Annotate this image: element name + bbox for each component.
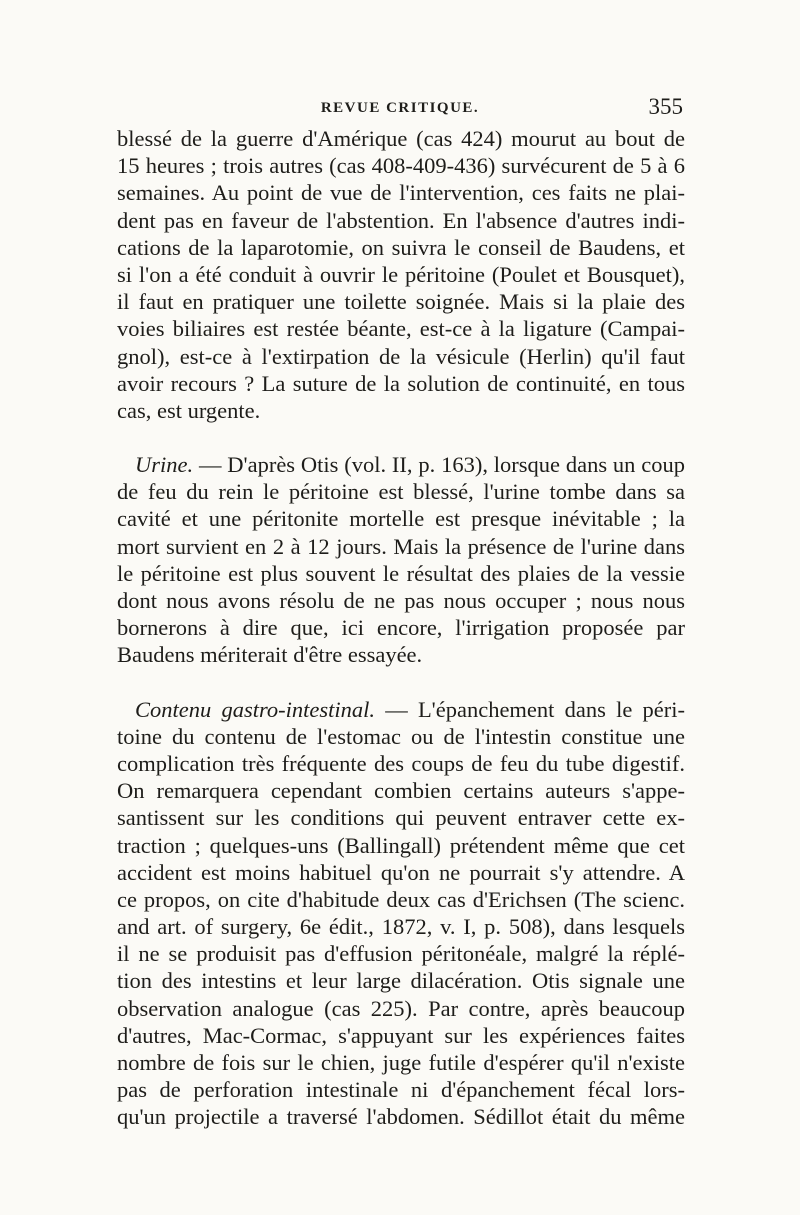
page-number: 355 — [648, 94, 683, 119]
paragraph-biliary — [117, 125, 685, 424]
text-line: On remarquera cependant combien certains auteurs s'appe- — [117, 778, 685, 804]
text-line: accident est moins habituel qu'on ne pourrait s'y attendre. A — [117, 859, 685, 885]
paragraph-gastro-intestinal — [117, 696, 685, 1131]
text-line: il ne se produisit pas d'effusion péritonéale, malgré la réplé- — [117, 941, 685, 967]
text-line: de feu du rein le péritoine est blessé, l'urine tombe dans sa — [117, 479, 685, 505]
text-line: voies biliaires est restée béante, est-ce à la ligature (Campai- — [117, 316, 685, 342]
paragraph-urine — [117, 451, 685, 669]
paragraph-gap — [117, 424, 685, 451]
text-line: il faut en pratiquer une toilette soignée. Mais si la plaie des — [117, 289, 685, 315]
text-line: ce propos, on cite d'habitude deux cas d'Erichsen (The scienc. — [117, 886, 685, 912]
text-line: traction ; quelques-uns (Ballingall) prétendent même que cet — [117, 832, 685, 858]
text-line: dent pas en faveur de l'abstention. En l'absence d'autres indi- — [117, 207, 685, 233]
text-line: cavité et une péritonite mortelle est presque inévitable ; la — [117, 506, 685, 532]
text-line: si l'on a été conduit à ouvrir le péritoine (Poulet et Bousquet), — [117, 261, 685, 287]
text-line: Baudens mériterait d'être essayée. — [117, 642, 423, 668]
text-line: nombre de fois sur le chien, juge futile d'espérer qu'il n'existe — [117, 1050, 685, 1075]
text-line: blessé de la guerre d'Amérique (cas 424) mourut au bout de — [117, 126, 685, 151]
text-line: pas de perforation intestinale ni d'épanchement fécal lors- — [117, 1077, 685, 1103]
running-header — [115, 94, 685, 124]
text-line: avoir recours ? La suture de la solution de continuité, en tous — [117, 370, 685, 396]
text-line: santissent sur les conditions qui peuvent entraver cette ex- — [117, 805, 685, 831]
paragraph-lead: Contenu gastro-intestinal. — [135, 696, 376, 722]
text-line: gnol), est-ce à l'extirpation de la vésicule (Herlin) qu'il faut — [117, 343, 685, 369]
body-text — [117, 125, 685, 1131]
text-line — [117, 451, 685, 478]
paragraph-lead: Urine. — [135, 452, 194, 478]
text-line: cas, est urgente. — [117, 397, 261, 423]
paragraph-gap — [117, 669, 685, 696]
text-line: cations de la laparotomie, on suivra le conseil de Baudens, et — [117, 234, 685, 260]
text-run: — D'après Otis (vol. II, p. 163), lorsque dans un coup — [193, 452, 685, 478]
text-line — [117, 696, 685, 723]
text-run: — L'épanchement dans le péri- — [375, 696, 686, 722]
text-line: le péritoine est plus souvent le résultat des plaies de la vessie — [117, 560, 685, 586]
text-line: qu'un projectile a traversé l'abdomen. Sédillot était du même — [117, 1104, 685, 1130]
text-line: toine du contenu de l'estomac ou de l'intestin constitue une — [117, 723, 685, 749]
text-line: complication très fréquente des coups de feu du tube digestif. — [117, 750, 685, 776]
text-line: dont nous avons résolu de ne pas nous occuper ; nous nous — [117, 588, 685, 613]
text-line: observation analogue (cas 225). Par contre, après beaucoup — [117, 995, 685, 1021]
text-line: and art. of surgery, 6e édit., 1872, v. I, p. 508), dans lesquels — [117, 914, 685, 940]
text-line: mort survient en 2 à 12 jours. Mais la présence de l'urine dans — [117, 533, 685, 559]
text-line: bornerons à dire que, ici encore, l'irrigation proposée par — [117, 615, 685, 641]
text-line: d'autres, Mac-Cormac, s'appuyant sur les expériences faites — [117, 1022, 685, 1048]
running-title: REVUE CRITIQUE. — [320, 100, 480, 116]
text-line: 15 heures ; trois autres (cas 408-409-436) survécurent de 5 à 6 — [117, 153, 685, 179]
text-line: tion des intestins et leur large dilacération. Otis signale une — [117, 968, 685, 994]
text-line: semaines. Au point de vue de l'intervention, ces faits ne plai- — [117, 180, 685, 206]
